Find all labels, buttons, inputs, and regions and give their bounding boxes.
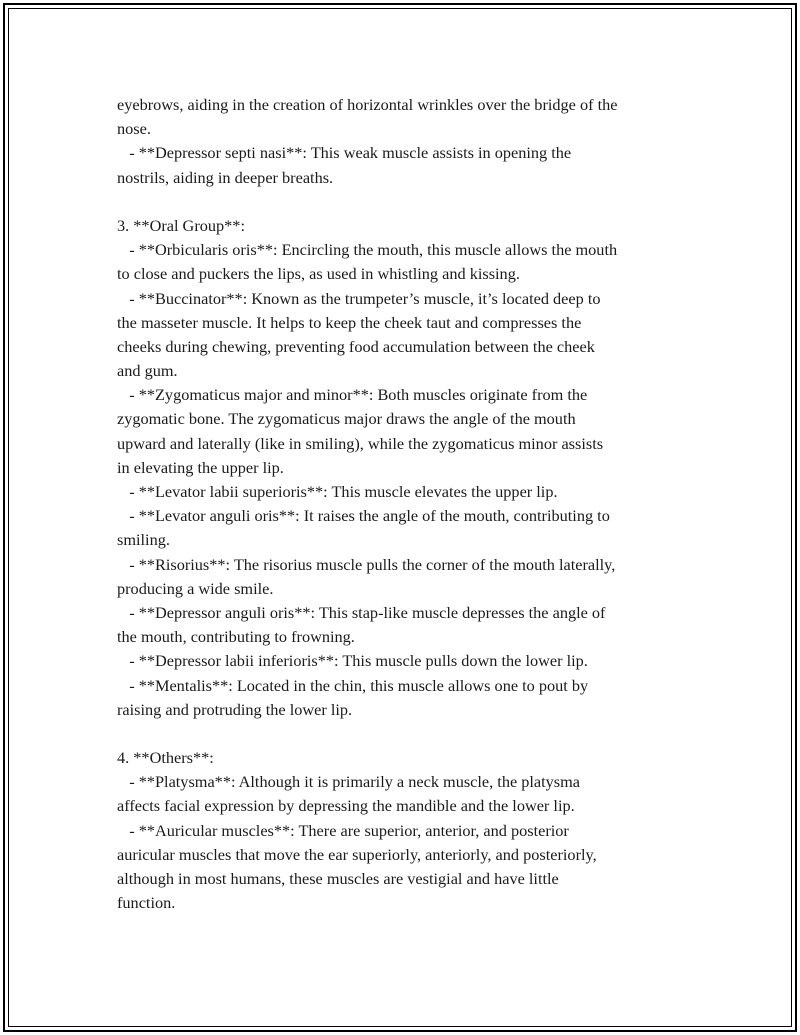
text-line: 3. **Oral Group**: <box>117 215 245 235</box>
text-line: smiling. <box>117 530 170 550</box>
text-line: affects facial expression by depressing the mandible and the lower lip. <box>117 796 575 816</box>
text-line: - **Depressor anguli oris**: This stap-like muscle depresses the angle of <box>117 602 606 622</box>
text-line: zygomatic bone. The zygomaticus major draws the angle of the mouth <box>117 409 576 429</box>
text-line: 4. **Others**: <box>117 748 214 768</box>
text-line: auricular muscles that move the ear superiorly, anteriorly, and posteriorly, <box>117 844 597 864</box>
text-line: nose. <box>117 119 151 139</box>
text-line: nostrils, aiding in deeper breaths. <box>117 167 334 187</box>
text-line: - **Mentalis**: Located in the chin, this muscle allows one to pout by <box>117 675 589 695</box>
text-line: function. <box>117 893 176 913</box>
text-line: - **Levator labii superioris**: This muscle elevates the upper lip. <box>117 482 558 501</box>
document-body <box>117 93 697 915</box>
text-line: producing a wide smile. <box>117 578 274 598</box>
text-line: in elevating the upper lip. <box>117 457 284 477</box>
text-line: - **Platysma**: Although it is primarily a neck muscle, the platysma <box>117 772 581 792</box>
text-line <box>117 190 697 214</box>
text-line: the masseter muscle. It helps to keep the cheek taut and compresses the <box>117 312 582 332</box>
text-line: upward and laterally (like in smiling), while the zygomaticus minor assists <box>117 433 604 453</box>
text-line: - **Risorius**: The risorius muscle pulls the corner of the mouth laterally, <box>117 554 616 574</box>
text-line: eyebrows, aiding in the creation of horizontal wrinkles over the bridge of the <box>117 95 618 114</box>
text-line: the mouth, contributing to frowning. <box>117 627 355 647</box>
text-line: - **Orbicularis oris**: Encircling the mouth, this muscle allows the mouth <box>117 240 618 260</box>
text-line: - **Buccinator**: Known as the trumpeter’s muscle, it’s located deep to <box>117 288 601 308</box>
text-line: - **Depressor septi nasi**: This weak muscle assists in opening the <box>117 143 572 163</box>
text-line: - **Levator anguli oris**: It raises the angle of the mouth, contributing to <box>117 506 610 526</box>
text-line: - **Zygomaticus major and minor**: Both muscles originate from the <box>117 385 588 405</box>
text-line: although in most humans, these muscles are vestigial and have little <box>117 869 559 888</box>
text-line: cheeks during chewing, preventing food accumulation between the cheek <box>117 336 595 356</box>
text-line: - **Auricular muscles**: There are superior, anterior, and posterior <box>117 820 569 840</box>
text-line: - **Depressor labii inferioris**: This muscle pulls down the lower lip. <box>117 651 588 671</box>
text-line: raising and protruding the lower lip. <box>117 699 353 719</box>
text-line <box>117 722 697 746</box>
text-line: and gum. <box>117 361 178 381</box>
text-line: to close and puckers the lips, as used in whistling and kissing. <box>117 264 520 284</box>
